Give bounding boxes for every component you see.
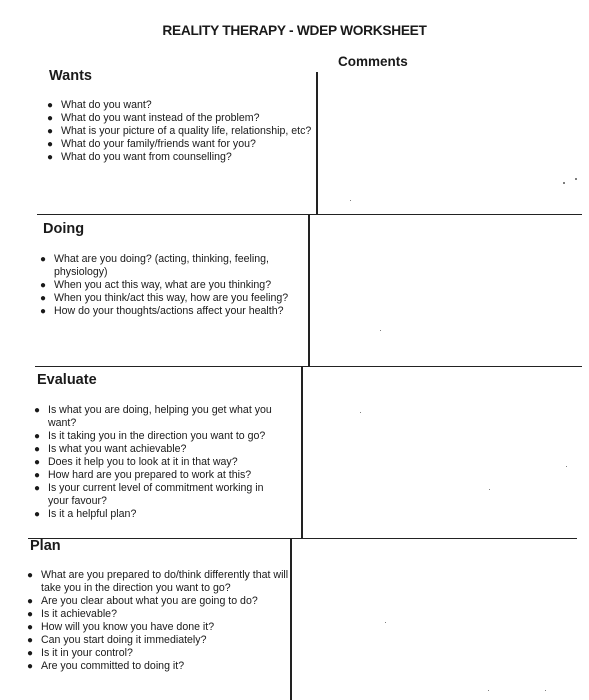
bullet-icon: ● [27, 596, 34, 607]
list-item: ● Are you clear about what you are going to do? [27, 595, 258, 607]
bullet-icon: ● [27, 609, 34, 620]
scan-speck [360, 412, 361, 413]
bullet-icon: ● [27, 635, 34, 646]
list-item: ● Is what you want achievable? [34, 443, 187, 455]
list-item: ● Does it help you to look at it in that way? [34, 456, 238, 468]
scan-speck [545, 690, 546, 691]
section-heading-plan: Plan [30, 538, 61, 554]
bullet-icon: ● [27, 661, 34, 672]
evaluate-list [34, 404, 274, 521]
list-item: ● What do you want from counselling? [47, 151, 232, 163]
list-item: ● Is your current level of commitment working in your favour? [34, 482, 264, 507]
list-item: ● Is it taking you in the direction you want to go? [34, 430, 266, 442]
list-item: ● When you think/act this way, how are you feeling? [40, 292, 289, 304]
list-item: ● What do you want instead of the problem? [47, 112, 260, 124]
list-item: ● How hard are you prepared to work at this? [34, 469, 252, 481]
scan-speck [575, 178, 577, 180]
list-item: ● Is what you are doing, helping you get what you want? [34, 404, 272, 429]
list-item: ● What do you want? [47, 99, 152, 111]
doing-list [40, 253, 308, 318]
list-item: ● When you act this way, what are you thinking? [40, 279, 272, 291]
scan-speck [566, 466, 567, 467]
bullet-icon: ● [40, 306, 47, 317]
bullet-icon: ● [34, 470, 41, 481]
list-item: ● Is it achievable? [27, 608, 117, 620]
section-heading-doing: Doing [43, 221, 85, 237]
bullet-icon: ● [34, 431, 41, 442]
scan-speck [350, 200, 351, 201]
list-item: ● Are you committed to doing it? [27, 660, 185, 672]
list-item: ● What are you doing? (acting, thinking, feeling, physiology) [40, 253, 269, 278]
bullet-icon: ● [27, 622, 34, 633]
list-item: ● Is it a helpful plan? [34, 508, 137, 520]
list-item: ● What is your picture of a quality life, relationship, etc? [47, 125, 312, 137]
bullet-icon: ● [40, 293, 47, 304]
section-heading-wants: Wants [49, 68, 92, 84]
bullet-icon: ● [47, 100, 54, 111]
section-heading-evaluate: Evaluate [37, 372, 97, 388]
bullet-icon: ● [34, 405, 41, 416]
list-item: ● How do your thoughts/actions affect your health? [40, 305, 284, 317]
bullet-icon: ● [27, 648, 34, 659]
bullet-icon: ● [34, 483, 41, 494]
comments-heading: Comments [338, 54, 408, 69]
bullet-icon: ● [47, 152, 54, 163]
column-divider-wants [316, 72, 318, 215]
list-item: ● Can you start doing it immediately? [27, 634, 207, 646]
list-item: ● What do your family/friends want for you? [47, 138, 256, 150]
separator-wants-doing [37, 214, 582, 215]
bullet-icon: ● [34, 444, 41, 455]
scan-speck [488, 690, 489, 691]
bullet-icon: ● [47, 113, 54, 124]
bullet-icon: ● [27, 570, 34, 581]
column-divider-evaluate [301, 367, 303, 539]
bullet-icon: ● [47, 139, 54, 150]
plan-list [27, 569, 289, 673]
bullet-icon: ● [47, 126, 54, 137]
scan-speck [563, 182, 565, 184]
list-item: ● Is it in your control? [27, 647, 133, 659]
list-item: ● How will you know you have done it? [27, 621, 215, 633]
scan-speck [380, 330, 381, 331]
wants-list [47, 99, 312, 164]
scan-speck [489, 489, 490, 490]
column-divider-plan [290, 539, 292, 700]
bullet-icon: ● [34, 509, 41, 520]
scan-speck [385, 622, 386, 623]
separator-evaluate-plan [28, 538, 577, 539]
bullet-icon: ● [34, 457, 41, 468]
list-item: ● What are you prepared to do/think differently that will take you in the direction you want to go? [27, 569, 289, 594]
worksheet-title: REALITY THERAPY - WDEP WORKSHEET [162, 22, 427, 38]
column-divider-doing [308, 215, 310, 367]
bullet-icon: ● [40, 254, 47, 265]
bullet-icon: ● [40, 280, 47, 291]
separator-doing-evaluate [35, 366, 582, 367]
